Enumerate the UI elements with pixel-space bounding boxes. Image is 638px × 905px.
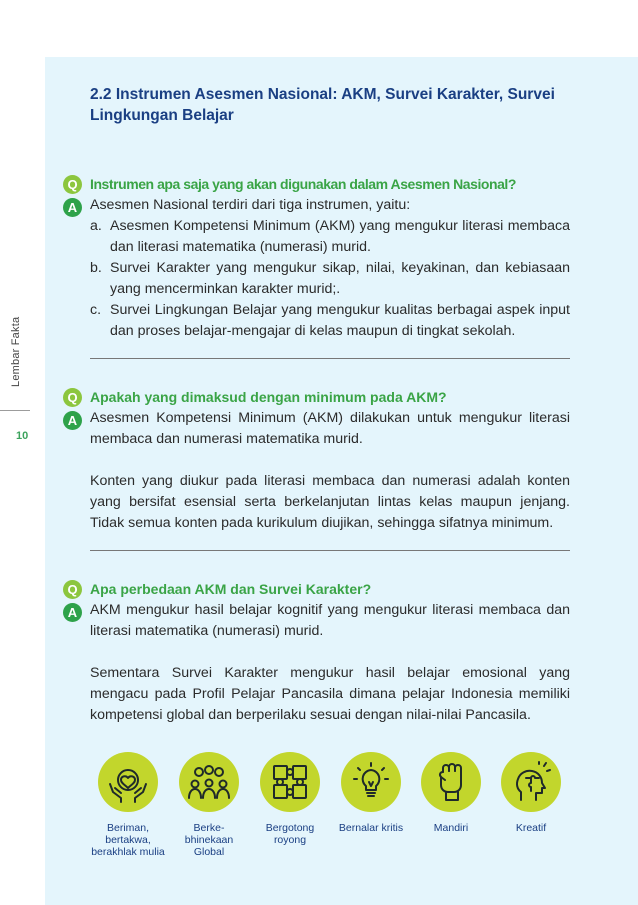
raised-fist-icon xyxy=(421,752,481,812)
puzzle-head-icon xyxy=(501,752,561,812)
answer-paragraph: Konten yang diukur pada literasi membaca dan numerasi adalah konten yang bersifat esensial serta berkelanjutan lintas kelas maupun jenjang. Tidak semua konten pada kurikulum diujikan, sehingga sifatnya minimum. xyxy=(90,473,570,531)
profile-item xyxy=(169,752,249,858)
lightbulb-icon xyxy=(341,752,401,812)
profile-item xyxy=(88,752,168,858)
profile-label: Kreatif xyxy=(515,822,547,834)
profile-item xyxy=(491,752,571,834)
diverse-people-icon xyxy=(179,752,239,812)
question-badge: Q xyxy=(63,580,82,599)
profile-label: Beriman, bertakwa, berakhlak mulia xyxy=(91,822,165,858)
side-label: Lembar Fakta xyxy=(10,316,22,388)
qa-block-3 xyxy=(67,579,570,726)
qa-block-1 xyxy=(67,174,570,342)
answer-paragraph: Asesmen Kompetensi Minimum (AKM) dilakukan untuk mengukur literasi membaca dan numerasi matematika murid. xyxy=(90,410,570,447)
list-item-text: Survei Lingkungan Belajar yang mengukur kualitas berbagai aspek input dan proses belajar-mengajar di kelas maupun di tingkat sekolah. xyxy=(110,302,570,339)
qa-block-2 xyxy=(67,387,570,534)
answer-intro: Asesmen Nasional terdiri dari tiga instrumen, yaitu: xyxy=(90,197,411,213)
question-text: Apa perbedaan AKM dan Survei Karakter? xyxy=(90,581,372,597)
list-marker: c. xyxy=(90,302,102,318)
profile-item xyxy=(250,752,330,846)
list-item xyxy=(90,258,570,300)
answer-paragraph: AKM mengukur hasil belajar kognitif yang mengukur literasi membaca dan literasi matematika (numerasi) murid. xyxy=(90,602,570,639)
answer-paragraph: Sementara Survei Karakter mengukur hasil belajar emosional yang mengacu pada Profil Pelajar Pancasila dimana pelajar Indonesia memiliki kompetensi global dan berperilaku sesuai dengan nilai-nilai Pancasila. xyxy=(90,665,570,723)
profile-label: Bernalar kritis xyxy=(338,822,404,834)
page-number: 10 xyxy=(16,430,29,442)
section-title: 2.2 Instrumen Asesmen Nasional: AKM, Survei Karakter, Survei Lingkungan Belajar xyxy=(90,86,555,124)
list-marker: a. xyxy=(90,218,102,234)
profile-label: Mandiri xyxy=(433,822,469,834)
instrument-list xyxy=(90,216,570,342)
question-text: Instrumen apa saja yang akan digunakan dalam Asesmen Nasional? xyxy=(90,176,516,192)
profile-label: Berke- bhinekaan Global xyxy=(184,822,234,858)
profile-label: Bergotong royong xyxy=(265,822,315,846)
list-marker: b. xyxy=(90,260,102,276)
answer-badge: A xyxy=(63,603,82,622)
section-divider xyxy=(90,358,570,359)
answer-badge: A xyxy=(63,198,82,217)
profil-pelajar-icons xyxy=(88,752,578,872)
hands-heart-icon xyxy=(98,752,158,812)
list-item xyxy=(90,216,570,258)
side-divider xyxy=(0,410,30,411)
list-item-text: Survei Karakter yang mengukur sikap, nilai, keyakinan, dan kebiasaan yang mencerminkan karakter murid;. xyxy=(110,260,570,297)
question-text: Apakah yang dimaksud dengan minimum pada AKM? xyxy=(90,389,447,405)
list-item-text: Asesmen Kompetensi Minimum (AKM) yang mengukur literasi membaca dan literasi matematika (numerasi) murid. xyxy=(110,218,570,255)
profile-item xyxy=(331,752,411,834)
answer-badge: A xyxy=(63,411,82,430)
faq-content xyxy=(67,84,570,726)
question-badge: Q xyxy=(63,388,82,407)
question-badge: Q xyxy=(63,175,82,194)
puzzle-blocks-icon xyxy=(260,752,320,812)
list-item xyxy=(90,300,570,342)
section-divider xyxy=(90,550,570,551)
profile-item xyxy=(411,752,491,834)
